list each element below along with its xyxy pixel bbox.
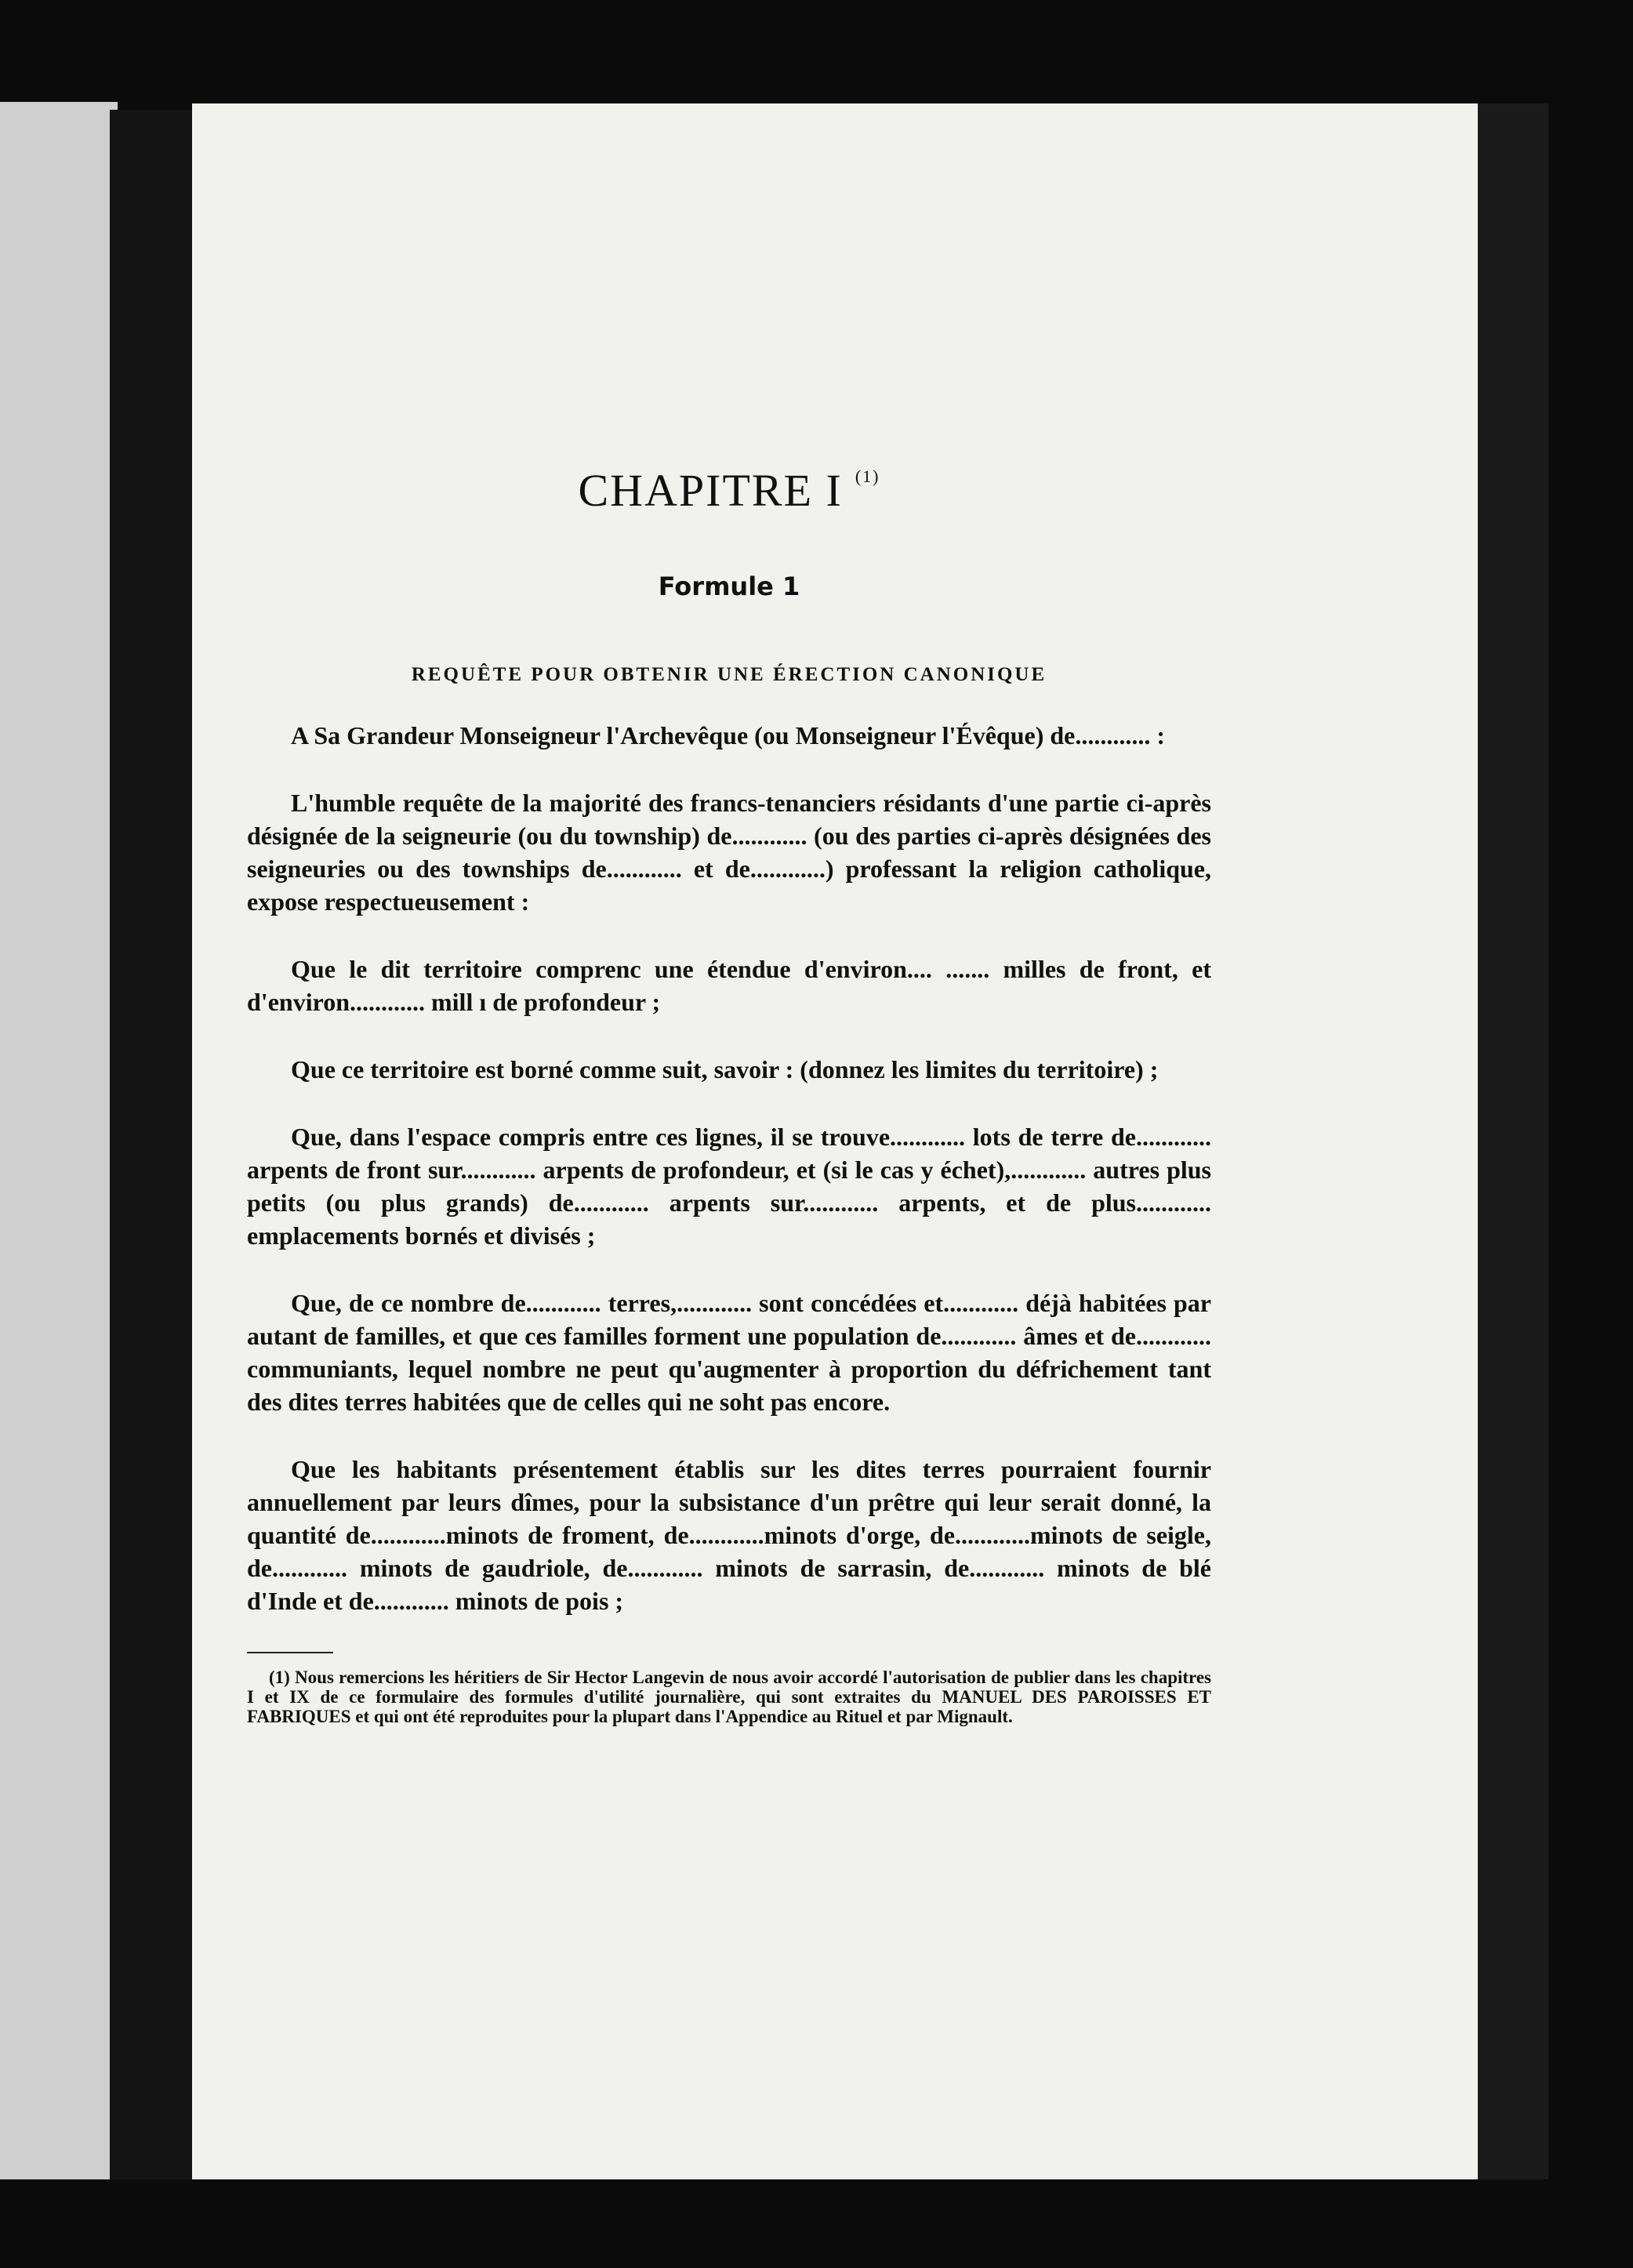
- paragraph-request: L'humble requête de la majorité des francs-tenanciers résidants d'une partie ci-après désignée de la seigneurie (ou du township) de............ (ou des parties ci-après désignées des seigneuries ou des townships de............ et de............) professant la religion catholique, expose respectueusement :: [247, 789, 1211, 916]
- page-right-border: [1478, 103, 1548, 2179]
- paragraph-address: A Sa Grandeur Monseigneur l'Archevêque (ou Monseigneur l'Évêque) de............ :: [291, 721, 1165, 749]
- section-heading: REQUÊTE POUR OBTENIR UNE ÉRECTION CANONIQUE: [411, 664, 1047, 685]
- paragraph-lots: Que, dans l'espace compris entre ces lignes, il se trouve............ lots de terre de............ arpents de front sur............ arpents de profondeur, et (si le cas y échet),............ autres plus petits (ou plus grands) de............ arpents sur............ arpents, et de plus............ emplacements bornés et divisés ;: [247, 1123, 1211, 1250]
- document-page: [192, 103, 1478, 2179]
- page-content: [247, 464, 1211, 1726]
- facing-page-edge: [0, 102, 118, 2179]
- book-gutter: [110, 110, 192, 2179]
- paragraph-tithes: Que les habitants présentement établis sur les dites terres pourraient fournir annuellement par leurs dîmes, pour la subsistance d'un prêtre qui leur serait donné, la quantité de............minots de froment, de............minots d'orge, de............minots de seigle, de............ minots de gaudriole, de............ minots de sarrasin, de............ minots de blé d'Inde et de............ minots de pois ;: [247, 1455, 1211, 1615]
- footnote-separator: [247, 1652, 333, 1653]
- paragraph-territory-size: Que le dit territoire comprenc une étendue d'environ.... ....... milles de front, et d'environ............ mill ı de profondeur ;: [247, 955, 1211, 1016]
- chapter-title: [247, 464, 1211, 517]
- chapter-title-text: CHAPITRE I: [578, 465, 843, 516]
- formule-title: Formule 1: [658, 572, 800, 601]
- footnote-reference: (1): [855, 466, 880, 486]
- footnote: (1) Nous remercions les héritiers de Sir Hector Langevin de nous avoir accordé l'autorisation de publier dans les chapitres I et IX de ce formulaire des formules d'utilité journalière, qui sont extraites du MANUEL DES PAROISSES ET FABRIQUES et qui ont été reproduites pour la plupart dans l'Appendice au Rituel et par Mignault.: [247, 1667, 1211, 1726]
- paragraph-boundaries: Que ce territoire est borné comme suit, savoir : (donnez les limites du territoire) ;: [291, 1055, 1159, 1083]
- paragraph-population: Que, de ce nombre de............ terres,............ sont concédées et............ déjà habitées par autant de familles, et que ces familles forment une population de............ âmes et de............ communiants, lequel nombre ne peut qu'augmenter à proportion du défrichement tant des dites terres habitées que de celles qui ne soht pas encore.: [247, 1289, 1211, 1416]
